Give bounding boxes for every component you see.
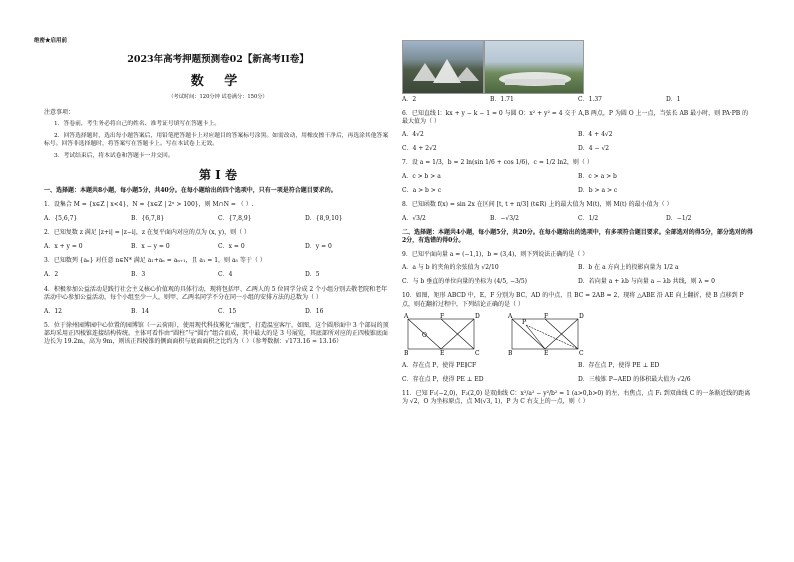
note-item: 1．答卷前，考生务必将自己的姓名、准考证号填写在答题卡上。: [54, 121, 221, 128]
rectangle-figure: [402, 313, 754, 360]
subject-title: 数 学: [190, 73, 246, 89]
option: A．2: [44, 271, 59, 279]
svg-text:C: C: [579, 349, 584, 357]
question-7: 7．设 a = 1/3，b = 2 ln(sin 1/6 + cos 1/6)，c = 1/2 ln2，则（ ）: [402, 159, 593, 167]
svg-text:E: E: [544, 349, 549, 357]
option: D．若向量 a + λb 与向量 a − λb 共线，则 λ = 0: [578, 278, 715, 286]
svg-text:A: A: [404, 312, 409, 320]
question-5: 5．位于徐州园博园中心位置的园博馆（一云荷雨），使用现代科技雾化“湿度”，打造温室客厅，如图，这个圆形面中 3 个部局的顶部均采用正四棱锥连接结构传统。主体可看作由“圆柱”与“圆台”组合而成，其中最大的是 3 号展览，其底部所对应的正四棱锥底面边长为 19.2m，高为 9m，则该正四棱锥的侧面面积与底面面积之比约为（ ）（参考数据：√173.16 ≈ 13.16）: [44, 321, 389, 346]
question-2: 2．已知复数 z 满足 |z+i| = |z−i|，z 在复平面内对应的点为 (x, y)，则（ ）: [44, 229, 250, 237]
option: D．b > a > c: [578, 186, 618, 194]
museum-photo-left-drawing: [403, 41, 483, 93]
question-9-options: [402, 264, 754, 286]
question-9: 9．已知平面向量 a = (−1,1)，b = (3,4)，则下列说法正确的是（ ）: [402, 251, 589, 259]
option: C．4: [218, 271, 233, 279]
volume-title: 第 I 卷: [199, 167, 237, 182]
svg-text:C: C: [475, 349, 480, 357]
svg-text:P: P: [522, 318, 527, 326]
option: C．与 b 垂直的单位向量的坐标为 (4/5, −3/5): [402, 278, 527, 286]
option: A．x + y = 0: [44, 243, 83, 251]
question-1: 1．设集合 M = {x∈Z | x<4}，N = {x∈Z | 2ˣ > 100}，则 M∩N = （ ）.: [44, 201, 254, 208]
question-1-options: [44, 215, 392, 223]
section-2-heading: 二、选择题：本题共4小题，每小题5分，共20分。在每小题给出的选项中，有多项符合题目要求。全部选对的得5分，部分选对的得2分，有选错的得0分。: [402, 228, 753, 245]
svg-text:E: E: [440, 349, 445, 357]
note-item: 3．考试结束后，将本试卷和答题卡一并交回。: [54, 152, 174, 159]
option: D．5: [305, 271, 320, 279]
option: B．x − y = 0: [131, 243, 170, 251]
option: A．12: [44, 307, 62, 315]
svg-text:B: B: [404, 349, 409, 357]
right-column: [402, 96, 754, 406]
question-10: 10．如图，矩形 ABCD 中，E，F 分别为 BC，AD 的中点，且 BC = 2AB = 2，现将 △ABE 沿 AE 向上翻折，使 B 点移到 P 点，则在翻折过程中，下列结论正确的是（ ）: [402, 292, 744, 308]
option: B．1.71: [490, 96, 514, 103]
svg-text:D: D: [475, 312, 480, 320]
museum-photo-left: [402, 40, 484, 94]
option: D．−1/2: [666, 214, 692, 222]
option: D．y = 0: [305, 243, 332, 251]
secret-label: 绝密★启用前: [34, 38, 68, 44]
option: D．16: [305, 307, 324, 315]
time-info: （考试时间：120分钟 试卷满分：150分）: [168, 94, 268, 101]
museum-photo-right: [484, 40, 584, 94]
svg-text:A: A: [508, 312, 513, 320]
option: C．1/2: [578, 214, 599, 222]
svg-text:B: B: [508, 349, 513, 357]
question-4-options: [44, 308, 392, 316]
question-5-options: [402, 96, 754, 104]
question-2-options: [44, 243, 392, 251]
option: B．c > a > b: [578, 172, 617, 180]
section-1-heading: 一、选择题：本题共8小题，每小题5分，共40分。在每小题给出的四个选项中，只有一项是符合题目要求的。: [44, 186, 337, 194]
note-item: 2．回答选择题时，选出每小题答案后，用铅笔把答题卡上对应题目的答案标号涂黑。如需改动，用橡皮擦干净后，再选涂其他答案标号。回答非选择题时，将答案写在答题卡上。写在本试卷上无效。: [44, 133, 389, 148]
question-11: 11．已知 F₁(−2,0)，F₂(2,0) 是双曲线 C：x²/a² − y²/b² = 1 (a>0,b>0) 的左、右焦点，点 F₁ 到双曲线 C 的一条渐近线的距离为 √2，O 为坐标原点，点 M(√3, 1)，P 为 C 右支上的一点，则（ ）: [402, 390, 751, 406]
option: A．4√2: [402, 131, 424, 139]
option: C．4 + 2√2: [402, 145, 437, 153]
svg-text:D: D: [579, 312, 584, 320]
option: A．{5,6,7}: [44, 215, 78, 223]
question-3-options: [44, 271, 392, 279]
option: D．{8,9,10}: [305, 215, 343, 223]
option: B．4 + 4√2: [578, 131, 613, 139]
question-3: 3．已知数列 {aₙ} 对任意 n∈N* 满足 a₁+aₙ = aₙ₊₁，且 a₁ = 1，则 a₅ 等于（ ）: [44, 257, 266, 265]
option: B．−√3/2: [490, 214, 519, 222]
option: C．x = 0: [218, 243, 245, 251]
question-7-options: [402, 173, 754, 195]
option: D．1: [666, 96, 681, 103]
option: A．√3/2: [402, 214, 426, 222]
option: A．a 与 b 的夹角的余弦值为 √2/10: [402, 264, 499, 272]
option: B．存在点 P，使得 PE ⊥ ED: [578, 361, 660, 369]
option: B．14: [131, 307, 150, 315]
left-column: [44, 36, 392, 346]
question-8: 8．已知函数 f(x) = sin 2x 在区间 [t, t + π/3] (t∈R) 上的最大值为 M(t)，则 M(t) 的最小值为（ ）: [402, 200, 673, 208]
option: A．c > b > a: [402, 172, 441, 180]
option: B．b 在 a 方向上的投影向量为 1/2 a: [578, 264, 679, 272]
option: C．{7,8,9}: [218, 215, 252, 223]
fold-diagram: [402, 313, 592, 357]
option: C．存在点 P，使得 PE ⊥ ED: [402, 376, 484, 384]
question-8-options: [402, 215, 754, 223]
svg-text:O: O: [422, 331, 427, 339]
notes-heading: 注意事项：: [44, 109, 75, 117]
option: C．1.37: [578, 96, 602, 103]
option: C．a > b > c: [402, 186, 442, 194]
question-6: 6．已知直线 l：kx + y − k − 1 = 0 与圆 O：x² + y² = 4 交于 A,B 两点，P 为圆 O 上一点，当弦长 AB 最小时，则 PA·PB 的最大值为（ ）: [402, 110, 749, 126]
option: B．3: [131, 271, 146, 279]
svg-text:F: F: [440, 312, 445, 320]
option: D．三棱锥 P−AED 的体积最大值为 √2/6: [578, 376, 691, 384]
option: A．2: [402, 96, 417, 103]
museum-photo-right-drawing: [485, 41, 583, 93]
exam-title: 2023年高考押题预测卷02【新高考II卷】: [127, 54, 309, 65]
option: C．15: [218, 307, 237, 315]
option: A．存在点 P，使得 PE∥CF: [402, 361, 477, 369]
svg-text:F: F: [544, 312, 549, 320]
question-4: 4．积极参加公益活动是践行社会主义核心价值观的具体行动，现将包括甲、乙两人的 5 位同学分成 2 个小组分别去敬老院和老年活动中心参加公益活动，每个小组至少一人，则甲、乙两名同学不分在同一小组的安排方法的总数为（ ）: [44, 285, 388, 301]
option: D．4 − √2: [578, 145, 610, 153]
question-10-options: [402, 362, 754, 384]
question-6-options: [402, 131, 754, 153]
option: B．{6,7,8}: [131, 215, 165, 223]
